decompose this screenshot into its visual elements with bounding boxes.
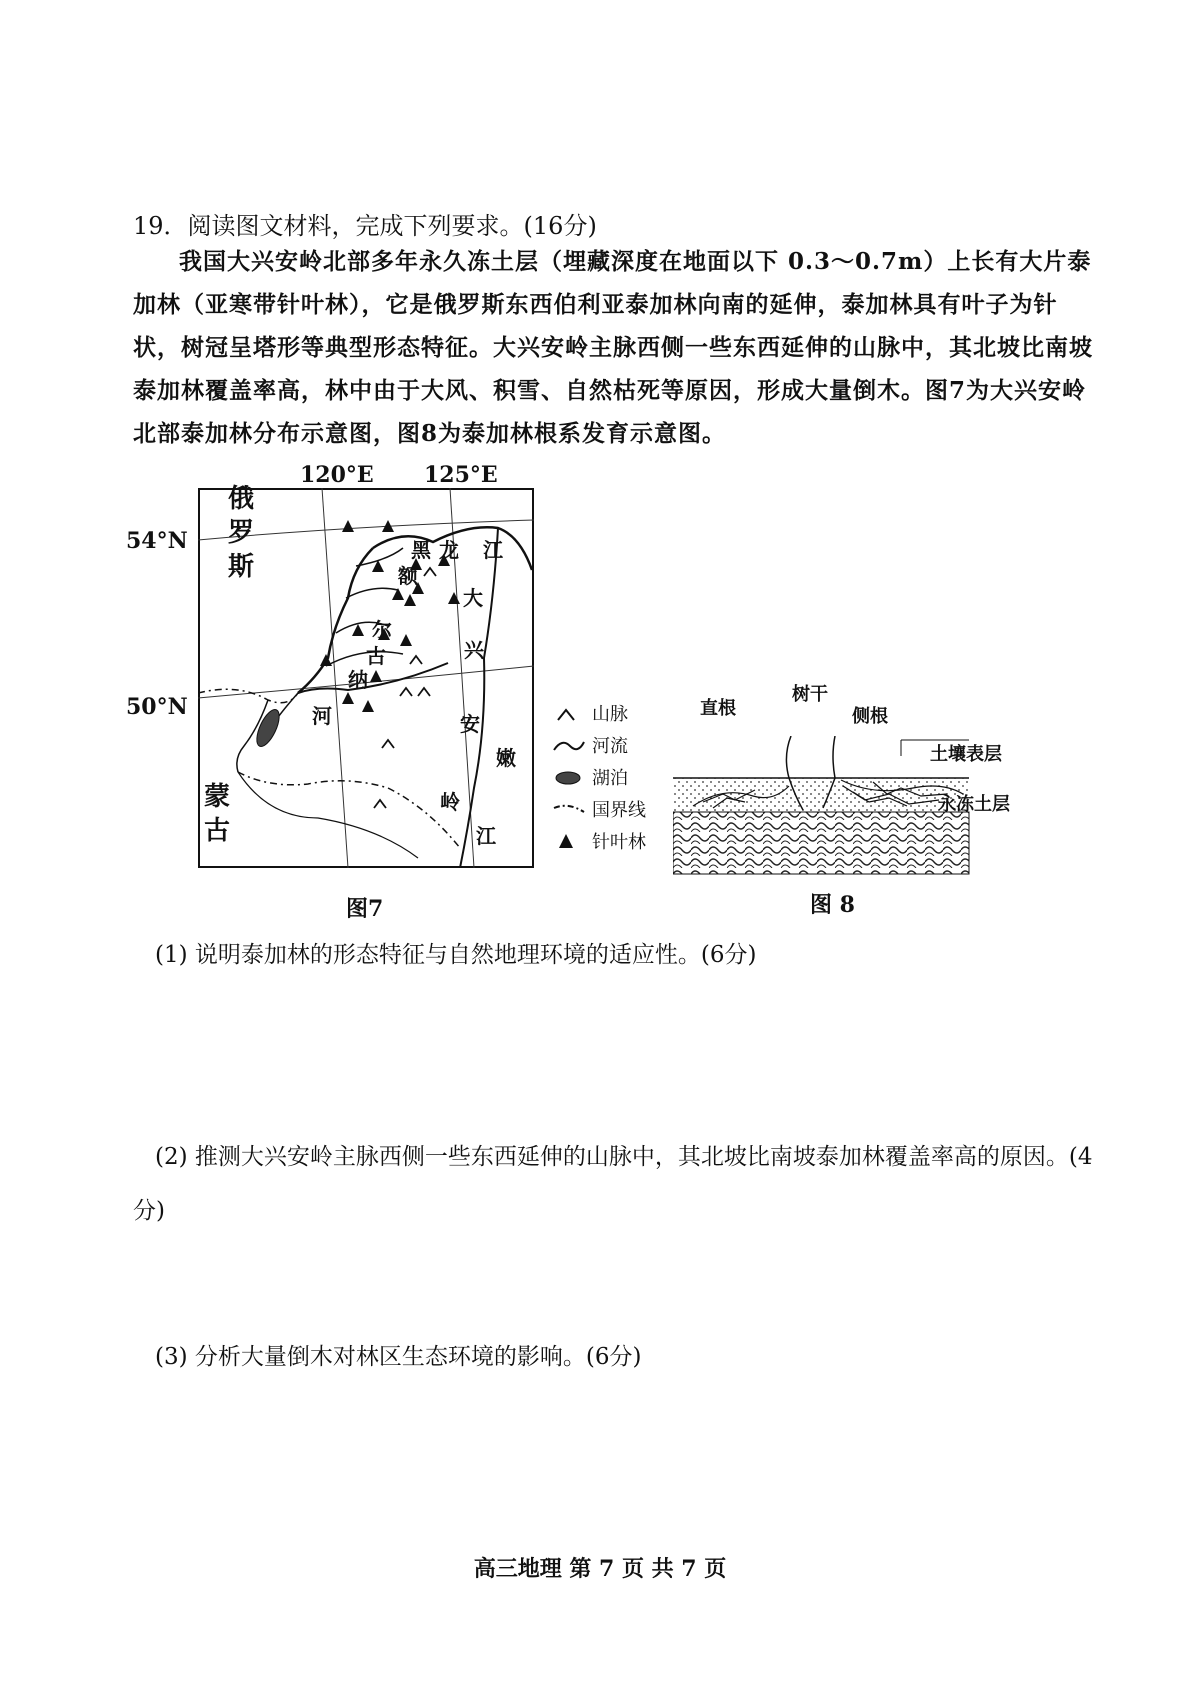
figure8-caption: 图 8 bbox=[810, 892, 855, 918]
range-label-3: 安 bbox=[460, 712, 480, 736]
figure7-caption: 图7 bbox=[346, 896, 384, 922]
legend-label-river: 河流 bbox=[592, 736, 628, 757]
country-mongolia-1: 蒙 bbox=[204, 782, 231, 812]
river-erguna-2: 尔 bbox=[372, 618, 392, 642]
legend-row-conifer bbox=[552, 828, 672, 858]
fig8-lateral-root-label: 侧根 bbox=[852, 706, 888, 727]
sub-question-3: (3) 分析大量倒木对林区生态环境的影响。(6分) bbox=[155, 1344, 642, 1370]
question-title: 19．阅读图文材料，完成下列要求。(16分) bbox=[133, 212, 597, 240]
figure8-diagram bbox=[673, 736, 1103, 876]
legend-label-border: 国界线 bbox=[592, 800, 646, 821]
legend-row-river bbox=[552, 732, 672, 762]
legend-label-lake: 湖泊 bbox=[592, 768, 628, 789]
country-mongolia-2: 古 bbox=[204, 816, 231, 846]
lake-icon bbox=[552, 768, 586, 788]
river-he: 河 bbox=[312, 704, 332, 728]
river-erguna-4: 纳 bbox=[348, 668, 368, 692]
range-label-4: 岭 bbox=[440, 790, 460, 814]
border-icon bbox=[552, 800, 586, 820]
country-russia-2: 罗 bbox=[228, 518, 255, 548]
fig8-trunk-label: 树干 bbox=[792, 684, 828, 705]
legend-label-mountain: 山脉 bbox=[592, 704, 628, 725]
legend-label-conifer: 针叶林 bbox=[592, 832, 646, 853]
lat-label-54: 54°N bbox=[126, 528, 188, 554]
fig8-taproot-label: 直根 bbox=[700, 698, 736, 719]
river-icon bbox=[552, 736, 586, 756]
page-footer: 高三地理 第 7 页 共 7 页 bbox=[473, 1556, 727, 1582]
country-russia-1: 俄 bbox=[228, 484, 255, 514]
conifer-icon bbox=[552, 832, 582, 852]
lon-label-125: 125°E bbox=[424, 462, 498, 488]
river-heilongjiang-3: 江 bbox=[483, 538, 503, 562]
sub-question-2: (2) 推测大兴安岭主脉西侧一些东西延伸的山脉中，其北坡比南坡泰加林覆盖率高的原因。(4分) bbox=[133, 1144, 1093, 1224]
lon-label-120: 120°E bbox=[300, 462, 374, 488]
range-label-2: 兴 bbox=[464, 638, 484, 662]
river-heilongjiang-1: 黑 bbox=[411, 538, 431, 562]
legend-row-lake bbox=[552, 764, 672, 794]
river-erguna-1: 额 bbox=[398, 564, 418, 588]
river-erguna-3: 古 bbox=[366, 644, 386, 668]
river-nenjiang-1: 嫩 bbox=[496, 746, 516, 770]
legend-row-mountain bbox=[552, 700, 672, 730]
fig8-topsoil-label: 土壤表层 bbox=[930, 744, 1002, 765]
range-label-1: 大 bbox=[463, 586, 483, 610]
legend-row-border bbox=[552, 796, 672, 826]
sub-question-1: (1) 说明泰加林的形态特征与自然地理环境的适应性。(6分) bbox=[155, 942, 757, 968]
mountain-icon bbox=[552, 704, 582, 724]
country-russia-3: 斯 bbox=[228, 552, 255, 582]
fig8-permafrost-label: 永冻土层 bbox=[938, 794, 1010, 815]
lat-label-50: 50°N bbox=[126, 694, 188, 720]
question-paragraph: 我国大兴安岭北部多年永久冻土层（埋藏深度在地面以下 0.3～0.7m）上长有大片泰加林（亚寒带针叶林），它是俄罗斯东西伯利亚泰加林向南的延伸，泰加林具有叶子为针状，树冠呈塔形等典型形态特征。大兴安岭主脉西侧一些东西延伸的山脉中，其北坡比南坡泰加林覆盖率高，林中由于大风、积雪、自然枯死等原因，形成大量倒木。图7为大兴安岭北部泰加林分布示意图，图8为泰加林根系发育示意图。 bbox=[133, 248, 1093, 447]
river-heilongjiang-2: 龙 bbox=[439, 538, 459, 562]
river-nenjiang-2: 江 bbox=[476, 824, 496, 848]
